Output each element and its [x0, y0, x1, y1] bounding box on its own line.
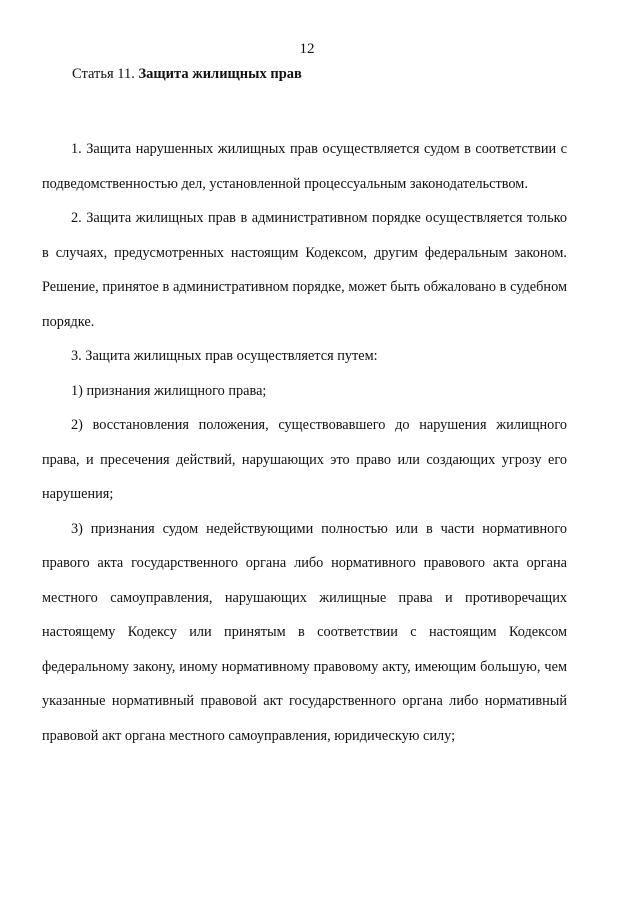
list-item-1: 1) признания жилищного права; — [71, 382, 267, 399]
article-body — [42, 132, 567, 753]
paragraph-3: 3. Защита жилищных прав осуществляется путем: — [71, 348, 378, 364]
article-title: Защита жилищных прав — [138, 66, 302, 82]
article-prefix: Статья 11. — [72, 66, 139, 82]
paragraph-1: 1. Защита нарушенных жилищных прав осуществляется судом в соответствии с подведомственностью дел, установленной процессуальным законодательством. — [42, 141, 567, 192]
list-item-3: 3) признания судом недействующими полностью или в части нормативного правого акта государственного органа либо нормативного правового акта органа местного самоуправления, нарушающих жилищные права и противоречащих настоящему Кодексу или принятым в соответствии с настоящим Кодексом федеральному закону, иному нормативному правовому акту, имеющим большую, чем указанные нормативный правовой акт государственного органа либо нормативный правовой акт органа местного самоуправления, юридическую силу; — [42, 520, 567, 744]
article-heading — [72, 66, 302, 83]
list-item-2: 2) восстановления положения, существовавшего до нарушения жилищного права, и пресечения действий, нарушающих это право или создающих угрозу его нарушения; — [42, 417, 567, 502]
page-number: 12 — [299, 41, 315, 57]
paragraph-2: 2. Защита жилищных прав в административном порядке осуществляется только в случаях, предусмотренных настоящим Кодексом, другим федеральным законом. Решение, принятое в административном порядке, может быть обжаловано в судебном порядке. — [42, 210, 567, 330]
